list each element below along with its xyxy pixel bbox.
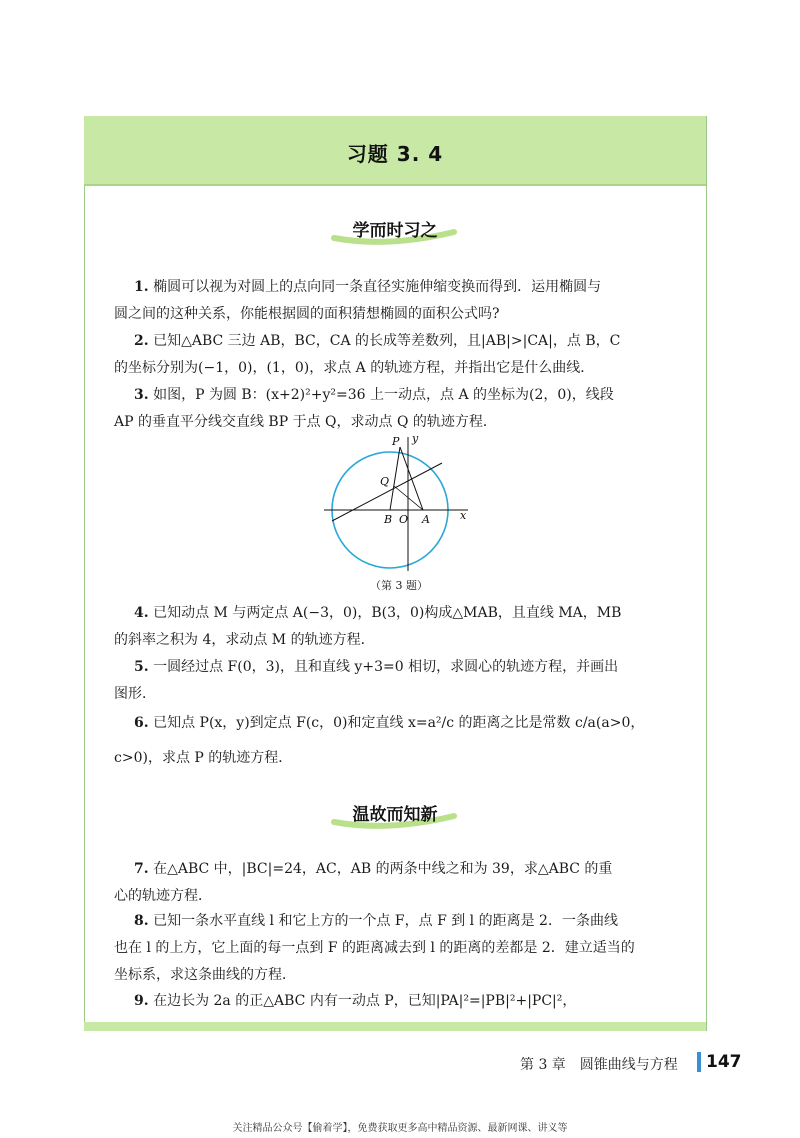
label-p: P [392, 435, 400, 448]
problem-number: 3. [134, 387, 149, 403]
problem-5: 5. 一圆经过点 F(0，3)，且和直线 y+3=0 相切，求圆心的轨迹方程，并画出 图形． [114, 659, 619, 702]
label-y: y [412, 433, 419, 445]
problem-number: 8. [134, 913, 149, 929]
problem-4: 4. 已知动点 M 与两定点 A(−3，0)，B(3，0)构成△MAB，且直线 MA，MB 的斜率之积为 4，求动点 M 的轨迹方程． [114, 605, 622, 648]
problem-number: 5. [134, 659, 149, 675]
section-heading-2: 温故而知新 [352, 805, 438, 825]
label-b: B [384, 513, 393, 526]
segment-bp [390, 447, 400, 510]
label-q: Q [380, 475, 390, 488]
section-heading-1: 学而时习之 [352, 221, 438, 241]
problem-number: 9. [134, 993, 149, 1009]
problem-7: 7. 在△ABC 中，|BC|=24，AC，AB 的两条中线之和为 39，求△ABC 的重 心的轨迹方程． [114, 861, 613, 904]
watermark-text: 关注精品公众号【偷着学】，免费获取更多高中精品资源、最新网课、讲义等 [232, 1123, 568, 1134]
footer-accent-bar [697, 1052, 701, 1072]
problem-3-figure [318, 433, 478, 573]
problem-number: 4. [134, 605, 149, 621]
problem-2: 2. 已知△ABC 三边 AB，BC，CA 的长成等差数列，且|AB|>|CA|，点 B，C 的坐标分别为(−1，0)，(1，0)，求点 A 的轨迹方程，并指出它是什么曲线． [114, 333, 621, 376]
problem-3: 3. 如图，P 为圆 B：(x+2)²+y²=36 上一动点，点 A 的坐标为(2，0)，线段 AP 的垂直平分线交直线 BP 于点 Q，求动点 Q 的轨迹方程． [114, 387, 614, 430]
problem-1: 1. 椭圆可以视为对圆上的点向同一条直径实施伸缩变换而得到．运用椭圆与 圆之间的这种关系，你能根据圆的面积猜想椭圆的面积公式吗? [114, 279, 602, 322]
problem-6: 6. 已知点 P(x，y)到定点 F(c，0)和定直线 x=a²/c 的距离之比是常数 c/a(a>0， c>0)，求点 P 的轨迹方程． [114, 715, 645, 766]
problem-9: 9. 在边长为 2a 的正△ABC 内有一动点 P，已知|PA|²=|PB|²+|PC|²， [134, 993, 577, 1009]
label-a: A [422, 513, 430, 526]
label-x: x [460, 509, 467, 522]
label-o: O [399, 513, 409, 526]
figure-caption: （第 3 题） [370, 579, 428, 592]
page-title: 习题 3. 4 [346, 142, 444, 166]
bottom-band [84, 1022, 706, 1031]
chapter-footer: 第 3 章 圆锥曲线与方程 [520, 1057, 678, 1073]
problem-8: 8. 已知一条水平直线 l 和它上方的一个点 F，点 F 到 l 的距离是 2．一条曲线 也在 l 的上方，它上面的每一点到 F 的距离减去到 l 的距离的差都是 2．建立适当的 坐标系，求这条曲线的方程． [114, 913, 635, 983]
page-number: 147 [706, 1052, 742, 1072]
problem-number: 6. [134, 715, 149, 731]
problem-number: 1. [134, 279, 149, 295]
problem-number: 2. [134, 333, 149, 349]
problem-number: 7. [134, 861, 149, 877]
